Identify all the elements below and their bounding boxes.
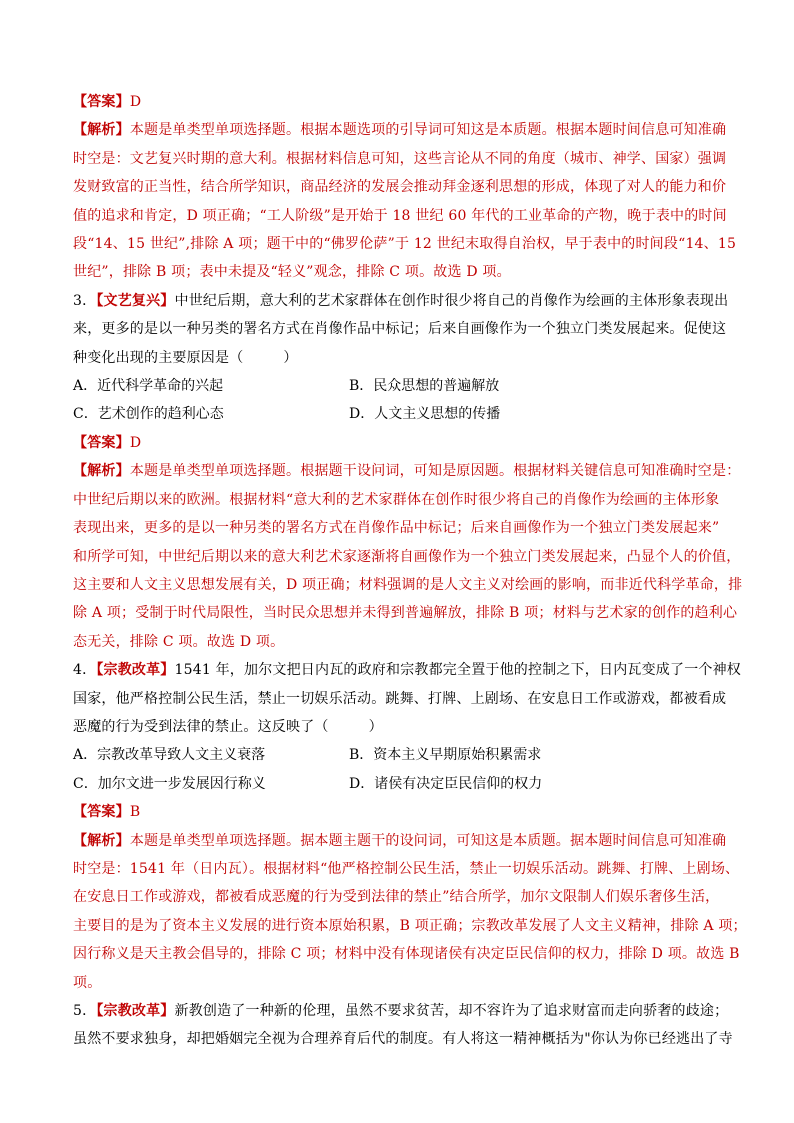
q4-option-c[interactable]: C．加尔文进一步发展因行称义: [73, 775, 266, 792]
q3-analysis-line-5: 这主要和人文主义思想发展有关，D 项正确；材料强调的是人文主义对绘画的影响，而非近代科学革命，排: [73, 576, 743, 593]
q2-analysis-line-4: 值的追求和肯定，D 项正确；“工人阶级”是开始于 18 世纪 60 年代的工业革命的产物，晚于表中的时间: [73, 207, 727, 224]
q2-analysis-line-1: 【解析】本题是单类型单项选择题。根据本题选项的引导词可知这是本质题。根据本题时间信息可知准确: [73, 122, 727, 139]
q3-analysis-line-7: 态无关，排除 C 项。故选 D 项。: [73, 633, 285, 650]
q3-stem-line-1: 3．【文艺复兴】中世纪后期，意大利的艺术家群体在创作时很少将自己的肖像作为绘画的主体形象表现出: [73, 292, 729, 309]
q3-option-c[interactable]: C．艺术创作的趋利心态: [73, 406, 224, 423]
q3-analysis-line-2: 中世纪后期以来的欧洲。根据材料“意大利的艺术家群体在创作时很少将自己的肖像作为绘画的主体形象: [73, 491, 720, 508]
q4-option-b[interactable]: B．资本主义早期原始积累需求: [349, 747, 542, 764]
q3-options-row-2: [73, 400, 723, 428]
q4-stem-line-1: 4．【宗教改革】1541 年，加尔文把日内瓦的政府和宗教都完全置于他的控制之下，日内瓦变成了一个神权: [73, 662, 741, 679]
q4-analysis-line-1: 【解析】本题是单类型单项选择题。据本题主题干的设问词，可知这是本质题。据本题时间信息可知准确: [73, 832, 727, 849]
q4-option-d[interactable]: D．诸侯有决定臣民信仰的权力: [349, 775, 543, 792]
q4-option-a[interactable]: A．宗教改革导致人文主义衰落: [73, 747, 266, 764]
q4-stem-line-3: 恶魔的行为受到法律的禁止。这反映了（ ）: [73, 718, 383, 735]
q4-analysis-line-4: 主要目的是为了资本主义发展的进行资本原始积累，B 项正确；宗教改革发展了人文主义精神，排除 A 项；: [73, 917, 747, 934]
q3-stem-line-3: 种变化出现的主要原因是（ ）: [73, 349, 298, 366]
q4-analysis-line-2: 时空是：1541 年（日内瓦）。根据材料“他严格控制公民生活，禁止一切娱乐活动。跳舞、打牌、上剧场、: [73, 860, 740, 877]
q4-analysis-line-3: 在安息日工作或游戏，都被看成恶魔的行为受到法律的禁止”结合所学，加尔文限制人们娱乐奢侈生活，: [73, 889, 720, 906]
q4-stem-line-2: 国家，他严格控制公民生活，禁止一切娱乐活动。跳舞、打牌、上剧场、在安息日工作或游戏，都被看成: [73, 690, 727, 707]
document-page: [73, 88, 747, 1054]
q5-stem-line-1: 5．【宗教改革】新教创造了一种新的伦理，虽然不要求贫苦，却不容许为了追求财富而走向骄奢的歧途；: [73, 1003, 729, 1019]
q3-analysis-line-3: 表现出来，更多的是以一种另类的署名方式在肖像作品中标记；后来自画像作为一个独立门类发展起来”: [73, 520, 720, 537]
q3-option-b[interactable]: B．民众思想的普遍解放: [349, 378, 500, 395]
q3-analysis-line-4: 和所学可知，中世纪后期以来的意大利艺术家逐渐将自画像作为一个独立门类发展起来，凸显个人的价值，: [73, 548, 741, 565]
q3-stem-line-2: 来，更多的是以一种另类的署名方式在肖像作品中标记；后来自画像作为一个独立门类发展起来。促使这: [73, 321, 727, 338]
q2-analysis-line-6: 世纪”，排除 B 项；表中未提及“轻义”观念，排除 C 项。故选 D 项。: [73, 264, 511, 281]
q5-stem-line-2: 虽然不要求独身，却把婚姻完全视为合理养育后代的制度。有人将这一精神概括为"你认为你已经逃出了寺: [73, 1031, 733, 1048]
q4-options-row-2: [73, 770, 723, 798]
q3-option-d[interactable]: D．人文主义思想的传播: [349, 406, 501, 423]
q4-options-row-1: [73, 741, 723, 769]
q2-analysis-line-5: 段“14、15 世纪”,排除 A 项；题干中的“佛罗伦萨”于 12 世纪末取得自治权，早于表中的时间段“14、15: [73, 236, 737, 253]
q3-answer: 【答案】D: [73, 434, 142, 451]
q3-option-a[interactable]: A．近代科学革命的兴起: [73, 378, 224, 395]
q3-options-row-1: [73, 372, 723, 400]
q2-analysis-line-2: 时空是：文艺复兴时期的意大利。根据材料信息可知，这些言论从不同的角度（城市、神学、国家）强调: [73, 150, 727, 167]
q3-analysis-line-6: 除 A 项；受制于时代局限性，当时民众思想并未得到普遍解放，排除 B 项；材料与艺术家的创作的趋利心: [73, 605, 738, 622]
q3-analysis-line-1: 【解析】本题是单类型单项选择题。根据题干设问词，可知是原因题。根据材料关键信息可知准确时空是：: [73, 463, 741, 480]
q4-analysis-line-5: 因行称义是天主教会倡导的，排除 C 项；材料中没有体现诸侯有决定臣民信仰的权力，排除 D 项。故选 B: [73, 946, 740, 963]
q4-analysis-line-6: 项。: [73, 974, 102, 991]
q4-answer: 【答案】B: [73, 804, 141, 821]
q2-analysis-line-3: 发财致富的正当性，结合所学知识，商品经济的发展会推动拜金逐利思想的形成，体现了对人的能力和价: [73, 179, 727, 196]
q2-answer: 【答案】D: [73, 94, 142, 110]
